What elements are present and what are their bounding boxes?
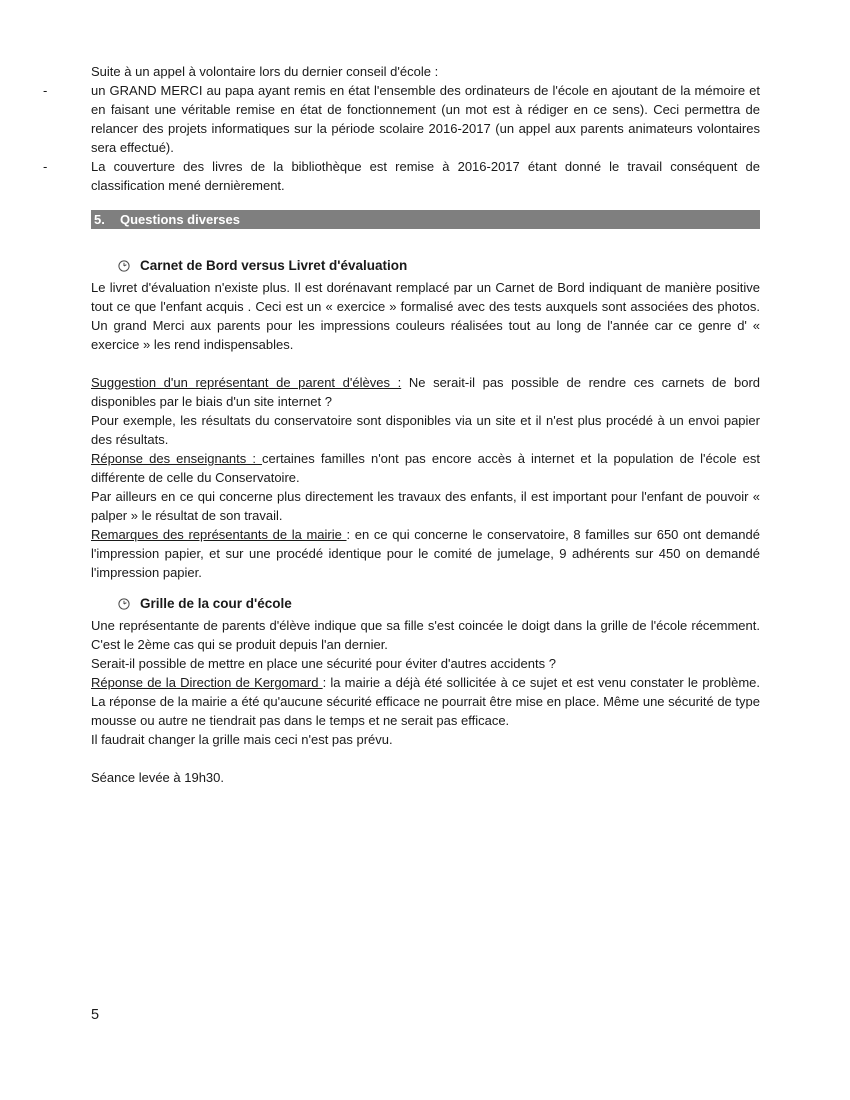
suggestion-text: Ne serait-il pas possible de rendre ces carnets de bord disponibles par le biais d'un site internet ? bbox=[91, 375, 761, 409]
section-number: 5. bbox=[94, 212, 105, 227]
suggestion-label: Suggestion d'un représentant de parent d'élèves : bbox=[91, 375, 402, 390]
document-body bbox=[43, 62, 761, 787]
topic-heading-label: Grille de la cour d'école bbox=[140, 596, 292, 611]
list-item bbox=[43, 157, 760, 195]
dash-bullet: - bbox=[43, 159, 48, 174]
mairie-remarks-label: Remarques des représentants de la mairie bbox=[91, 527, 347, 542]
paragraph-grille-question: Serait-il possible de mettre en place une sécurité pour éviter d'autres accidents ? bbox=[91, 656, 556, 671]
section-header-bar bbox=[91, 210, 760, 229]
list-item-text: La couverture des livres de la bibliothèque est remise à 2016-2017 étant donné le travail conséquent de classification mené dernièrement. bbox=[91, 159, 760, 193]
list-item-text: un GRAND MERCI au papa ayant remis en état l'ensemble des ordinateurs de l'école en ajoutant de la mémoire et en faisant une véritable remise en état de fonctionnement (un mot est à rédiger en ce sens). Ceci permettra de relancer des projets informatiques sur la période scolaire 2016-2017 (un appel aux parents animateurs volontaires sera effectué). bbox=[91, 83, 760, 155]
page-number: 5 bbox=[91, 1007, 100, 1023]
paragraph-carnet-intro: Le livret d'évaluation n'existe plus. Il est dorénavant remplacé par un Carnet de Bord indiquant de manière positive tout ce que l'enfant acquis . Ceci est un « exercice » formalisé avec des tests auxquels sont associées des photos. Un grand Merci aux parents pour les impressions couleurs réalisées tout au long de l'année car ce genre d' « exercice » les rend indispensables. bbox=[91, 280, 760, 352]
section-title: Questions diverses bbox=[120, 212, 240, 227]
paragraph-suggestion bbox=[91, 373, 760, 411]
paragraph-teachers-response bbox=[91, 449, 760, 487]
paragraph-direction-response bbox=[91, 673, 760, 730]
paragraph-grille-intro: Une représentante de parents d'élève indique que sa fille s'est coincée le doigt dans la grille de l'école récemment. C'est le 2ème cas qui se produit depuis l'an dernier. bbox=[91, 618, 760, 652]
dash-bullet: - bbox=[43, 83, 48, 98]
teachers-response-text: certaines familles n'ont pas encore accès à internet et la population de l'école est différente de celle du Conservatoire. bbox=[91, 451, 760, 485]
direction-response-text: : la mairie a déjà été sollicitée à ce sujet et est venu constater le problème. La réponse de la mairie a été qu'aucune sécurité efficace ne pourrait être mise en place. Même une sécurité de type mousse ou autre ne tiendrait pas dans le temps et ne serait pas efficace. bbox=[91, 675, 761, 728]
teachers-response-label: Réponse des enseignants : bbox=[91, 451, 263, 466]
topic-heading-grille bbox=[91, 594, 760, 613]
clock-icon bbox=[118, 260, 130, 272]
clock-icon bbox=[118, 598, 130, 610]
topic-heading-carnet bbox=[91, 256, 760, 275]
paragraph-mairie-remarks bbox=[91, 525, 760, 582]
direction-response-label: Réponse de la Direction de Kergomard bbox=[91, 675, 323, 690]
paragraph-example: Pour exemple, les résultats du conservatoire sont disponibles via un site et il n'est plus procédé à un envoi papier des résultats. bbox=[91, 413, 760, 447]
blank-line bbox=[91, 749, 760, 768]
blank-line bbox=[91, 354, 760, 373]
closing-line: Séance levée à 19h30. bbox=[91, 770, 224, 785]
intro-lead: Suite à un appel à volontaire lors du dernier conseil d'école : bbox=[91, 64, 439, 79]
mairie-remarks-text: : en ce qui concerne le conservatoire, 8 familles sur 650 ont demandé l'impression papier, et sur une procédé identique pour le comité de jumelage, 9 adhérents sur 450 on demandé l'impression papier. bbox=[91, 527, 760, 580]
paragraph-direction-response-extra: Il faudrait changer la grille mais ceci n'est pas prévu. bbox=[91, 732, 393, 747]
list-item bbox=[43, 81, 760, 157]
paragraph-teachers-response-extra: Par ailleurs en ce qui concerne plus directement les travaux des enfants, il est important pour l'enfant de pouvoir « palper » le résultat de son travail. bbox=[91, 489, 760, 523]
topic-heading-label: Carnet de Bord versus Livret d'évaluation bbox=[140, 258, 408, 273]
